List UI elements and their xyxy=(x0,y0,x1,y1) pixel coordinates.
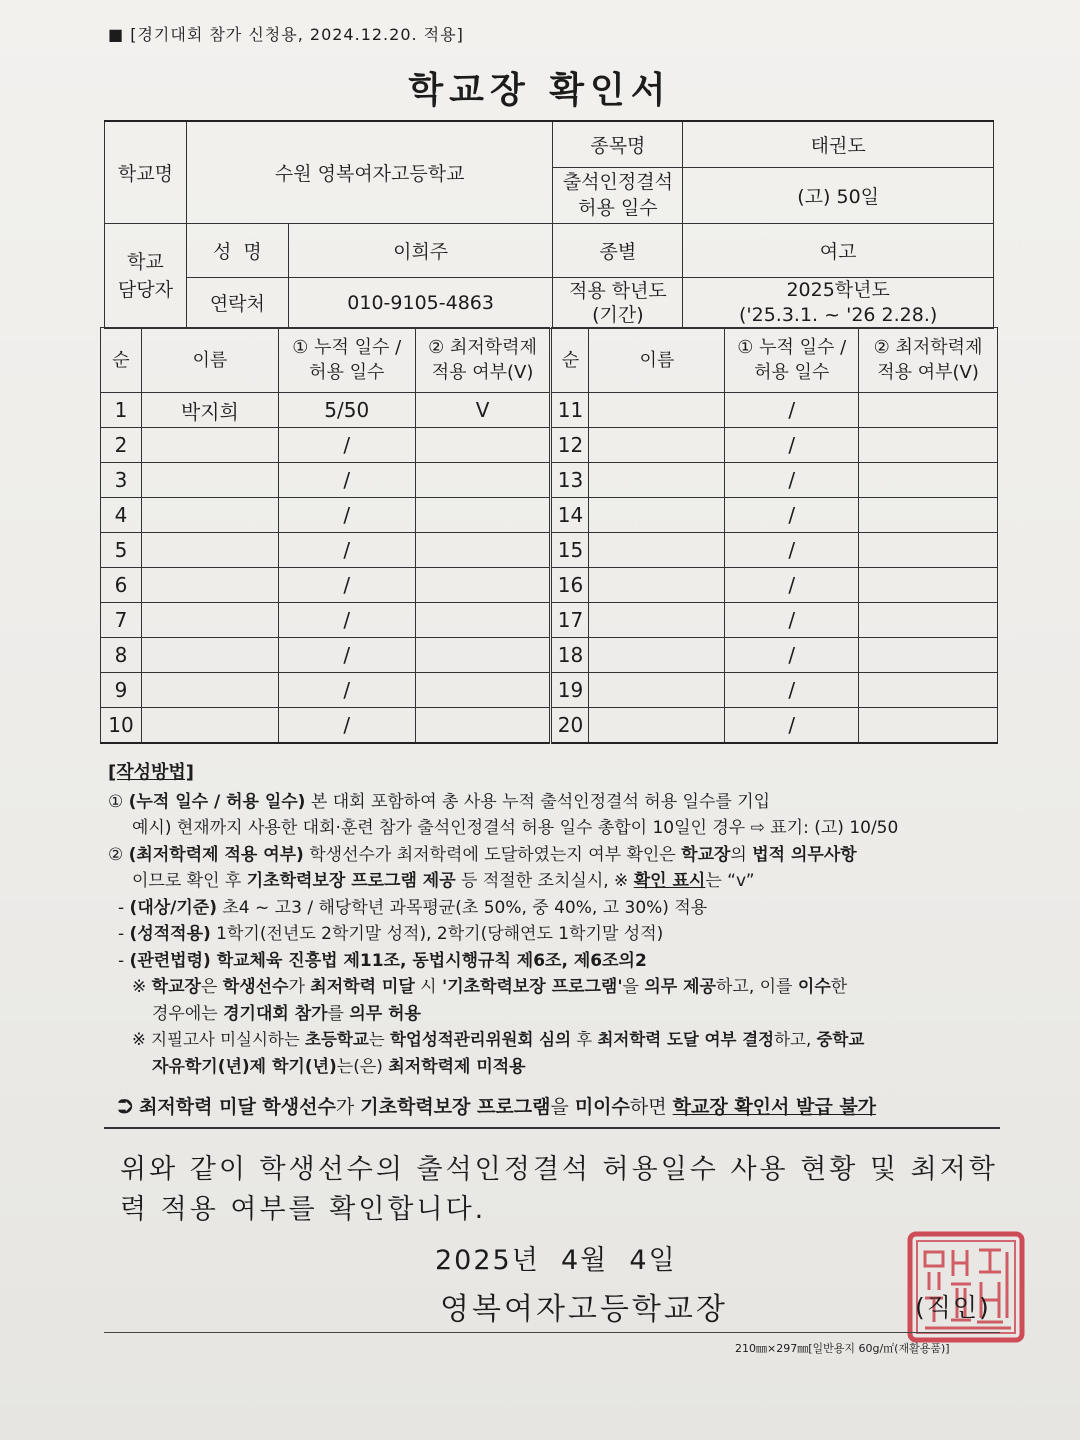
row-days-2: / xyxy=(725,568,859,603)
row-check xyxy=(415,708,551,744)
table-row xyxy=(101,603,998,638)
row-name xyxy=(141,708,278,744)
table-row xyxy=(101,463,998,498)
event-label: 종목명 xyxy=(553,121,683,167)
row-name-2 xyxy=(589,533,725,568)
allow-days-value: (고) 50일 xyxy=(683,167,994,223)
roster-header xyxy=(101,328,998,393)
info-table xyxy=(104,120,994,329)
instruction-line: 경우에는 경기대회 참가를 의무 허용 xyxy=(152,1003,421,1024)
row-check xyxy=(415,568,551,603)
event-value: 태권도 xyxy=(683,121,994,167)
allow-days-label: 출석인정결석 허용 일수 xyxy=(553,167,683,223)
row-no-2: 19 xyxy=(551,673,589,708)
row-days: / xyxy=(278,673,415,708)
row-check-2 xyxy=(859,568,998,603)
row-check: V xyxy=(415,393,551,428)
row-name xyxy=(141,638,278,673)
school-name: 수원 영복여자고등학교 xyxy=(186,121,553,223)
row-check xyxy=(415,603,551,638)
issue-date: 2025년 4월 4일 xyxy=(435,1245,677,1276)
row-check xyxy=(415,428,551,463)
row-days: / xyxy=(278,568,415,603)
page-title: 학교장 확인서 xyxy=(408,70,672,111)
table-row xyxy=(101,428,998,463)
row-no: 4 xyxy=(101,498,142,533)
row-no: 9 xyxy=(101,673,142,708)
row-name-2 xyxy=(589,603,725,638)
row-no-2: 11 xyxy=(551,393,589,428)
row-name-2 xyxy=(589,568,725,603)
row-no: 10 xyxy=(101,708,142,744)
confirmation-statement: 위와 같이 학생선수의 출석인정결석 허용일수 사용 현황 및 최저학력 적용 여부를 확인합니다. xyxy=(120,1154,998,1225)
instruction-line: 예시) 현재까지 사용한 대회·훈련 참가 출석인정결석 허용 일수 총합이 10일인 경우 ⇨ 표기: (고) 10/50 xyxy=(132,818,899,838)
table-row xyxy=(101,673,998,708)
row-days-2: / xyxy=(725,463,859,498)
row-no-2: 13 xyxy=(551,463,589,498)
row-check xyxy=(415,673,551,708)
instruction-line: ① (누적 일수 / 허용 일수) 본 대회 포함하여 총 사용 누적 출석인정결석 허용 일수를 기입 xyxy=(108,791,771,812)
divider xyxy=(104,1127,1000,1129)
row-days: / xyxy=(278,708,415,744)
instruction-line: - (관련법령) 학교체육 진흥법 제11조, 동법시행규칙 제6조, 제6조의2 xyxy=(118,950,647,971)
col-no: 순 xyxy=(101,328,142,393)
row-check-2 xyxy=(859,428,998,463)
row-days: 5/50 xyxy=(278,393,415,428)
row-name xyxy=(141,603,278,638)
row-days-2: / xyxy=(725,603,859,638)
row-check xyxy=(415,463,551,498)
instruction-line: ※ 학교장은 학생선수가 최저학력 미달 시 '기초학력보장 프로그램'을 의무 제공하고, 이를 이수한 xyxy=(132,977,848,997)
row-check xyxy=(415,498,551,533)
warning-callout: ⮊ 최저학력 미달 학생선수가 기초학력보장 프로그램을 미이수하면 학교장 확인서 발급 불가 xyxy=(118,1096,877,1118)
arrow-box-icon: ⮊ xyxy=(118,1096,133,1118)
official-seal-icon xyxy=(905,1228,1027,1346)
year-value: 2025학년도 ('25.3.1. ~ '26 2.28.) xyxy=(683,277,994,328)
principal-signature: 영복여자고등학교장 xyxy=(440,1292,728,1327)
row-check xyxy=(415,638,551,673)
row-name-2 xyxy=(589,498,725,533)
col-name-2: 이름 xyxy=(589,328,725,393)
row-days-2: / xyxy=(725,638,859,673)
col-name: 이름 xyxy=(141,328,278,393)
manager-label: 학교 담당자 xyxy=(105,223,187,328)
contact-value: 010-9105-4863 xyxy=(288,277,553,328)
category-value: 여고 xyxy=(683,223,994,277)
row-no-2: 20 xyxy=(551,708,589,744)
row-no: 7 xyxy=(101,603,142,638)
divider xyxy=(104,1332,1000,1333)
name-label: 성 명 xyxy=(186,223,288,277)
row-no: 1 xyxy=(101,393,142,428)
col-no-2: 순 xyxy=(551,328,589,393)
row-name-2 xyxy=(589,428,725,463)
row-no: 6 xyxy=(101,568,142,603)
instruction-line: 이므로 확인 후 기초학력보장 프로그램 제공 등 적절한 조치실시, ※ 확인 표시는 “v” xyxy=(132,871,755,891)
row-no-2: 15 xyxy=(551,533,589,568)
row-name xyxy=(141,498,278,533)
instruction-line: ② (최저학력제 적용 여부) 학생선수가 최저학력에 도달하였는지 여부 확인은 학교장의 법적 의무사항 xyxy=(108,844,857,865)
form-header-note: ■ [경기대회 참가 신청용, 2024.12.20. 적용] xyxy=(108,25,464,44)
row-days-2: / xyxy=(725,428,859,463)
table-row xyxy=(101,498,998,533)
row-no-2: 17 xyxy=(551,603,589,638)
row-name-2 xyxy=(589,463,725,498)
name-value: 이희주 xyxy=(288,223,553,277)
contact-label: 연락처 xyxy=(186,277,288,328)
school-label: 학교명 xyxy=(105,121,187,223)
row-check-2 xyxy=(859,393,998,428)
row-days: / xyxy=(278,603,415,638)
instructions-section xyxy=(108,760,1008,1080)
row-check-2 xyxy=(859,673,998,708)
row-name xyxy=(141,568,278,603)
row-check-2 xyxy=(859,533,998,568)
table-row xyxy=(101,568,998,603)
row-days-2: / xyxy=(725,673,859,708)
row-name: 박지희 xyxy=(141,393,278,428)
row-days: / xyxy=(278,498,415,533)
row-check-2 xyxy=(859,498,998,533)
row-days: / xyxy=(278,533,415,568)
row-no-2: 16 xyxy=(551,568,589,603)
row-check-2 xyxy=(859,463,998,498)
row-no-2: 14 xyxy=(551,498,589,533)
instruction-line: - (성적적용) 1학기(전년도 2학기말 성적), 2학기(당해연도 1학기말 성적) xyxy=(118,924,664,944)
row-name-2 xyxy=(589,708,725,744)
table-row xyxy=(101,638,998,673)
row-no: 8 xyxy=(101,638,142,673)
row-name xyxy=(141,673,278,708)
row-name xyxy=(141,428,278,463)
row-check-2 xyxy=(859,638,998,673)
instruction-line: ※ 지필고사 미실시하는 초등학교는 학업성적관리위원회 심의 후 최저학력 도달 여부 결정하고, 중학교 xyxy=(132,1030,865,1049)
row-days-2: / xyxy=(725,533,859,568)
table-row xyxy=(101,393,998,428)
instruction-line: - (대상/기준) 초4 ~ 고3 / 해당학년 과목평균(초 50%, 중 40%, 고 30%) 적용 xyxy=(118,897,708,918)
row-no-2: 12 xyxy=(551,428,589,463)
table-row xyxy=(101,533,998,568)
row-name xyxy=(141,533,278,568)
col-check: ② 최저학력제 적용 여부(V) xyxy=(415,328,551,393)
row-check-2 xyxy=(859,708,998,744)
category-label: 종별 xyxy=(553,223,683,277)
roster-table xyxy=(100,327,998,744)
row-check-2 xyxy=(859,603,998,638)
row-check xyxy=(415,533,551,568)
row-no-2: 18 xyxy=(551,638,589,673)
row-days: / xyxy=(278,463,415,498)
row-days-2: / xyxy=(725,393,859,428)
col-days-2: ① 누적 일수 / 허용 일수 xyxy=(725,328,859,393)
seal-label: (직인) xyxy=(915,1293,991,1322)
row-days: / xyxy=(278,428,415,463)
col-days: ① 누적 일수 / 허용 일수 xyxy=(278,328,415,393)
row-no: 5 xyxy=(101,533,142,568)
instructions-title: [작성방법] xyxy=(108,762,195,783)
instruction-line: 자유학기(년)제 학기(년)는(은) 최저학력제 미적용 xyxy=(152,1056,526,1077)
row-no: 3 xyxy=(101,463,142,498)
row-name-2 xyxy=(589,638,725,673)
row-name-2 xyxy=(589,393,725,428)
col-check-2: ② 최저학력제 적용 여부(V) xyxy=(859,328,998,393)
paper-spec-footer: 210㎜×297㎜[일반용지 60g/㎡(재활용품)] xyxy=(735,1342,950,1355)
table-row xyxy=(101,708,998,744)
year-label: 적용 학년도 (기간) xyxy=(553,277,683,328)
row-days-2: / xyxy=(725,498,859,533)
row-days-2: / xyxy=(725,708,859,744)
row-days: / xyxy=(278,638,415,673)
row-no: 2 xyxy=(101,428,142,463)
row-name-2 xyxy=(589,673,725,708)
row-name xyxy=(141,463,278,498)
